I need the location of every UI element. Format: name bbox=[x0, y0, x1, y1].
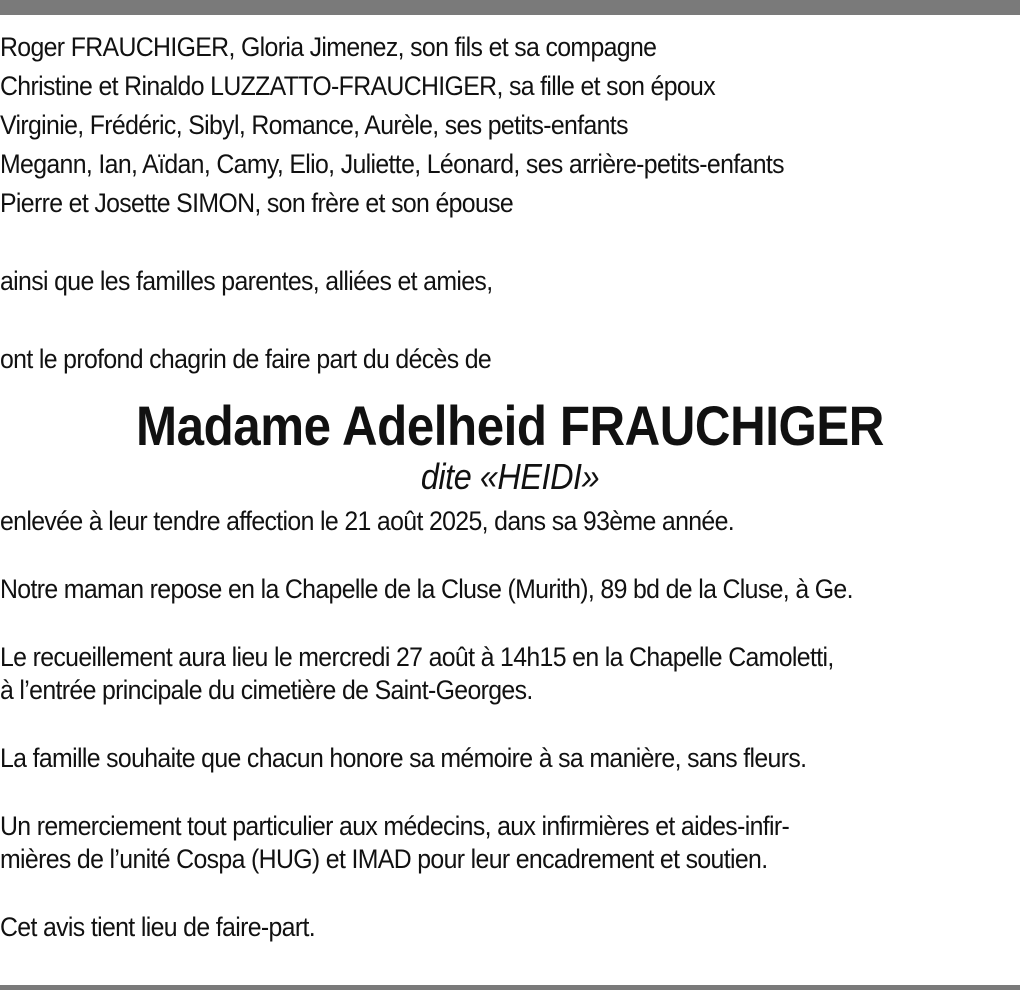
family-line: Megann, Ian, Aïdan, Camy, Elio, Juliette, Léonard, ses arrière-petits-enfants bbox=[0, 149, 784, 179]
repose-line: Notre maman repose en la Chapelle de la Cluse (Murith), 89 bd de la Cluse, à Ge. bbox=[0, 574, 853, 604]
flowers-line: La famille souhaite que chacun honore sa mémoire à sa manière, sans fleurs. bbox=[0, 743, 807, 773]
deceased-name: Madame Adelheid FRAUCHIGER bbox=[136, 394, 884, 457]
thanks-line: mières de l’unité Cospa (HUG) et IMAD pour leur encadrement et soutien. bbox=[0, 844, 768, 874]
closing-line: Cet avis tient lieu de faire-part. bbox=[0, 912, 315, 942]
family-line: Roger FRAUCHIGER, Gloria Jimenez, son fils et sa compagne bbox=[0, 32, 657, 62]
bottom-rule bbox=[0, 985, 1020, 990]
ceremony-line: à l’entrée principale du cimetière de Saint-Georges. bbox=[0, 675, 533, 705]
death-line: enlevée à leur tendre affection le 21 août 2025, dans sa 93ème année. bbox=[0, 506, 735, 536]
family-line: Pierre et Josette SIMON, son frère et son épouse bbox=[0, 188, 514, 218]
family-line: Virginie, Frédéric, Sibyl, Romance, Aurèle, ses petits-enfants bbox=[0, 110, 628, 140]
announcement-line: ont le profond chagrin de faire part du décès de bbox=[0, 344, 492, 374]
deceased-nickname: dite «HEIDI» bbox=[420, 456, 600, 497]
ceremony-line: Le recueillement aura lieu le mercredi 27 août à 14h15 en la Chapelle Camoletti, bbox=[0, 642, 834, 672]
obituary-notice bbox=[0, 28, 1020, 944]
thanks-line: Un remerciement tout particulier aux médecins, aux infirmières et aides-infir- bbox=[0, 811, 790, 841]
family-line: Christine et Rinaldo LUZZATTO-FRAUCHIGER, sa fille et son époux bbox=[0, 71, 716, 101]
relatives-line: ainsi que les familles parentes, alliées et amies, bbox=[0, 266, 493, 296]
top-rule bbox=[0, 0, 1020, 15]
